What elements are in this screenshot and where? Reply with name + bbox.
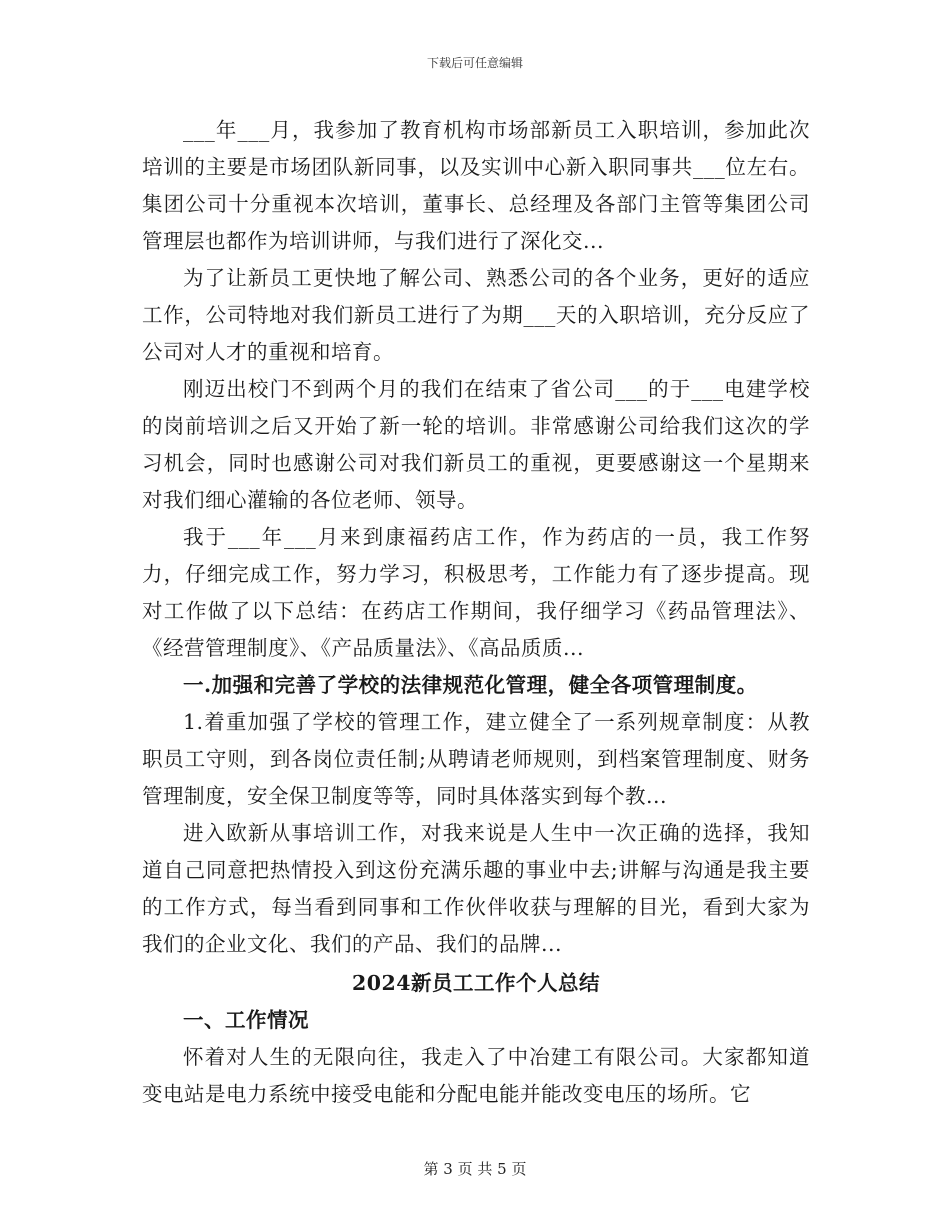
section-heading-school-management: 一.加强和完善了学校的法律规范化管理，健全各项管理制度。 xyxy=(183,673,758,697)
page-number-footer: 第 3 页 共 5 页 xyxy=(423,1160,527,1178)
document-title: 2024新员工工作个人总结 xyxy=(351,971,601,995)
section-heading-work-status: 一、工作情况 xyxy=(183,1008,309,1032)
document-body xyxy=(142,112,810,1113)
paragraph-management-rules: 1.着重加强了学校的管理工作，建立健全了一系列规章制度：从教职员工守则，到各岗位责任制;从聘请老师规则，到档案管理制度、财务管理制度，安全保卫制度等等，同时具体落实到每个教... xyxy=(142,710,810,808)
paragraph-training-career: 进入欧新从事培训工作，对我来说是人生中一次正确的选择，我知道自己同意把热情投入到这份充满乐趣的事业中去;讲解与沟通是我主要的工作方式，每当看到同事和工作伙伴收获与理解的目光，看到大家为我们的企业文化、我们的产品、我们的品牌... xyxy=(142,821,810,956)
paragraph-new-employee-training: 为了让新员工更快地了解公司、熟悉公司的各个业务，更好的适应工作，公司特地对我们新员工进行了为期___天的入职培训，充分反应了公司对人才的重视和培育。 xyxy=(142,266,810,364)
paragraph-training-intro: ___年___月，我参加了教育机构市场部新员工入职培训，参加此次培训的主要是市场团队新同事，以及实训中心新入职同事共___位左右。集团公司十分重视本次培训，董事长、总经理及各部门主管等集团公司管理层也都作为培训讲师，与我们进行了深化交... xyxy=(142,118,810,253)
paragraph-graduate-training: 刚迈出校门不到两个月的我们在结束了省公司___的于___电建学校的岗前培训之后又开始了新一轮的培训。非常感谢公司给我们这次的学习机会，同时也感谢公司对我们新员工的重视，更要感谢这一个星期来对我们细心灌输的各位老师、领导。 xyxy=(142,377,810,512)
page-header: 下载后可任意编辑 xyxy=(426,56,523,70)
paragraph-pharmacy-work: 我于___年___月来到康福药店工作，作为药店的一员，我工作努力，仔细完成工作，努力学习，积极思考，工作能力有了逐步提高。现对工作做了以下总结：在药店工作期间，我仔细学习《药品管理法》、《经营管理制度》、《产品质量法》、《高品质质... xyxy=(142,525,810,660)
paragraph-company-intro: 怀着对人生的无限向往，我走入了中冶建工有限公司。大家都知道变电站是电力系统中接受电能和分配电能并能改变电压的场所。它 xyxy=(142,1045,810,1106)
